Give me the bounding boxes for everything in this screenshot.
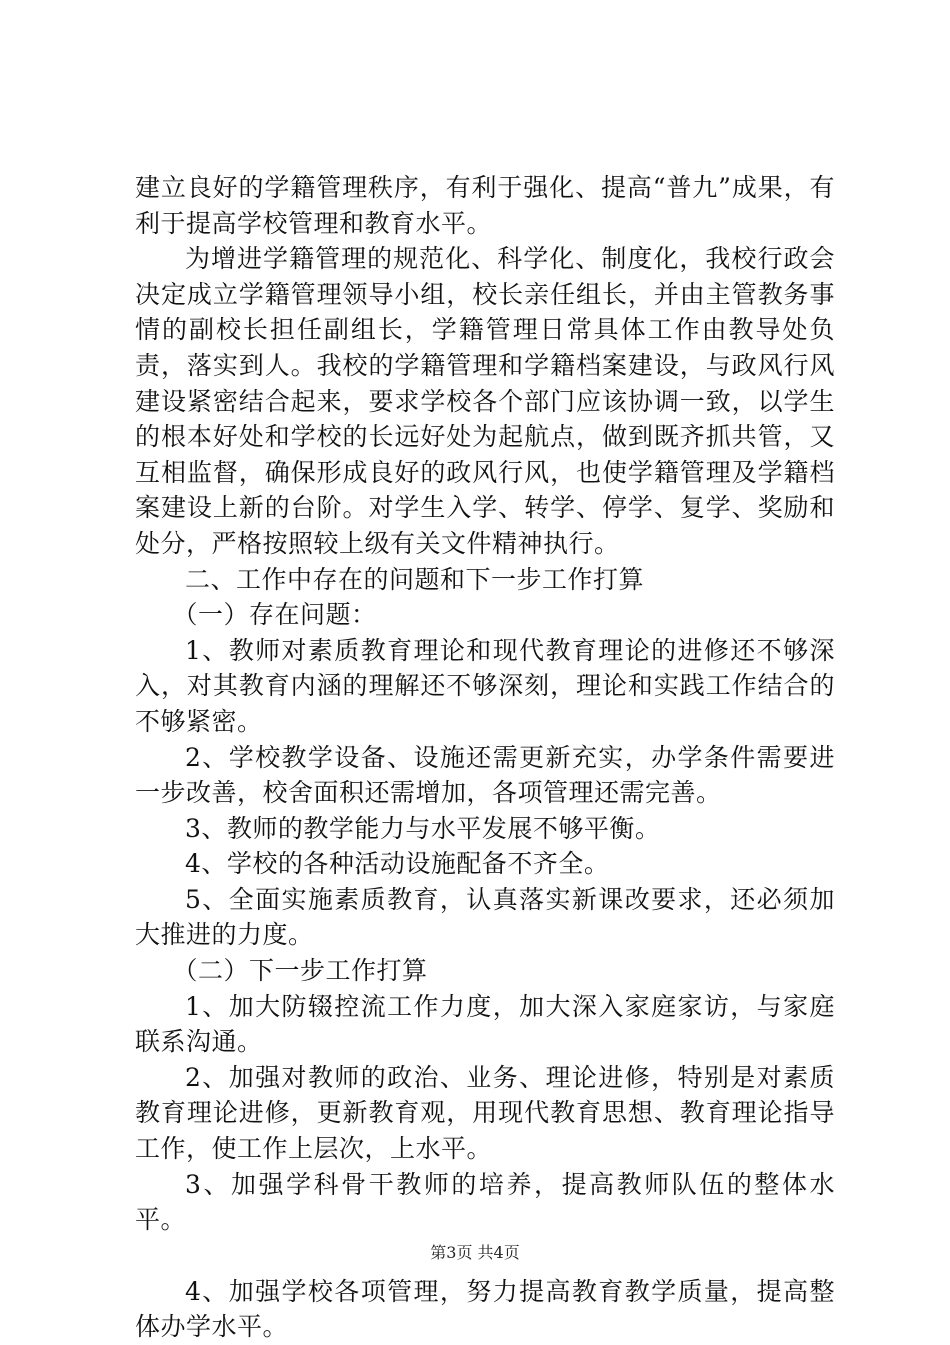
- list-item-plan-4: 4、加强学校各项管理，努力提高教育教学质量，提高整体办学水平。: [135, 1276, 835, 1342]
- paragraph-continuation: 建立良好的学籍管理秩序，有利于强化、提高“普九”成果，有利于提高学校管理和教育水平。: [135, 173, 835, 238]
- paragraph-management: 为增进学籍管理的规范化、科学化、制度化，我校行政会决定成立学籍管理领导小组，校长亲任组长，并由主管教务事情的副校长担任副组长，学籍管理日常具体工作由教导处负责，落实到人。我校的学籍管理和学籍档案建设，与政风行风建设紧密结合起来，要求学校各个部门应该协调一致，以学生的根本好处和学校的长远好处为起航点，做到既齐抓共管，又互相监督，确保形成良好的政风行风，也使学籍管理及学籍档案建设上新的台阶。对学生入学、转学、停学、复学、奖励和处分，严格按照较上级有关文件精神执行。: [135, 244, 835, 558]
- list-item-problem-1: 1、教师对素质教育理论和现代教育理论的进修还不够深入，对其教育内涵的理解还不够深刻，理论和实践工作结合的不够紧密。: [135, 635, 835, 736]
- page-footer: [0, 1240, 950, 1263]
- list-item-problem-3: 3、教师的教学能力与水平发展不够平衡。: [185, 813, 661, 843]
- page-number-label: 第3页 共4页: [430, 1243, 520, 1262]
- list-item-plan-3: 3、加强学科骨干教师的培养，提高教师队伍的整体水平。: [135, 1169, 835, 1235]
- subsection-heading-plans: （二）下一步工作打算: [172, 956, 428, 986]
- list-item-problem-4: 4、学校的各种活动设施配备不齐全。: [185, 849, 610, 879]
- list-item-problem-2: 2、学校教学设备、设施还需更新充实，办学条件需要进一步改善，校舍面积还需增加，各项管理还需完善。: [135, 742, 835, 808]
- section-heading-problems-plans: 二、工作中存在的问题和下一步工作打算: [185, 564, 645, 594]
- subsection-heading-problems: （一）存在问题：: [172, 600, 377, 630]
- list-item-plan-1: 1、加大防辍控流工作力度，加大深入家庭家访，与家庭联系沟通。: [135, 991, 835, 1057]
- list-item-plan-2: 2、加强对教师的政治、业务、理论进修，特别是对素质教育理论进修，更新教育观，用现代教育思想、教育理论指导工作，使工作上层次，上水平。: [135, 1062, 835, 1164]
- list-item-problem-5: 5、全面实施素质教育，认真落实新课改要求，还必须加大推进的力度。: [135, 884, 835, 950]
- document-body: [135, 170, 835, 1345]
